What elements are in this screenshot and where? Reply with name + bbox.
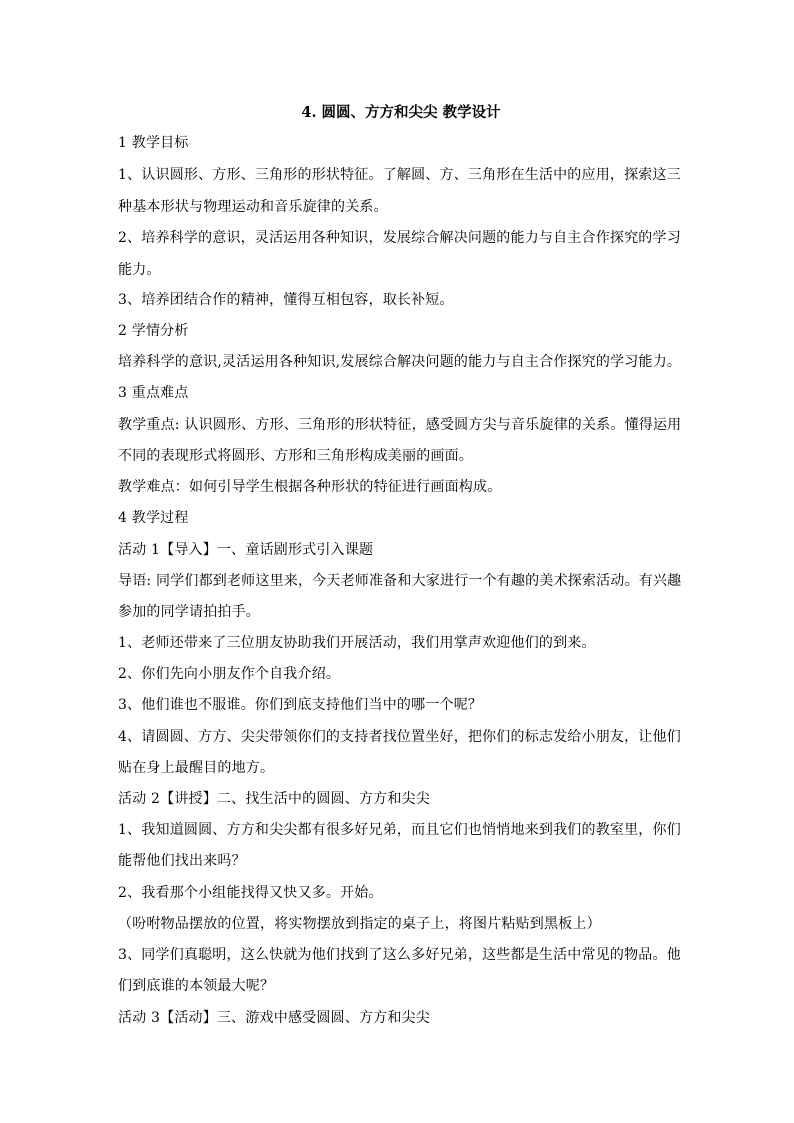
paragraph-line: 参加的同学请拍拍手。 — [118, 604, 260, 620]
section-heading-teaching-goals: 1 教学目标 — [118, 135, 189, 151]
activity-heading: 活动 1【导入】一、童话剧形式引入课题 — [118, 542, 374, 558]
activity-heading: 活动 2【讲授】二、找生活中的圆圆、方方和尖尖 — [118, 791, 430, 807]
paragraph-line: 1、我知道圆圆、方方和尖尖都有很多好兄弟，而且它们也悄悄地来到我们的教室里，你们 — [118, 822, 681, 838]
section-heading-student-analysis: 2 学情分析 — [118, 323, 189, 339]
paragraph-line: 2、我看那个小组能找得又快又多。开始。 — [118, 885, 383, 901]
paragraph-line: 3、培养团结合作的精神，懂得互相包容，取长补短。 — [118, 292, 454, 308]
paragraph-line: 种基本形状与物理运动和音乐旋律的关系。 — [118, 199, 388, 215]
paragraph-line: 培养科学的意识,灵活运用各种知识,发展综合解决问题的能力与自主合作探究的学习能力。 — [118, 354, 682, 370]
paragraph-line: 4、请圆圆、方方、尖尖带领你们的支持者找位置坐好，把你们的标志发给小朋友，让他们 — [118, 729, 681, 745]
section-heading-key-points: 3 重点难点 — [118, 385, 189, 401]
paragraph-line: 能力。 — [118, 262, 161, 278]
paragraph-line: 能帮他们找出来吗？ — [118, 853, 246, 869]
paragraph-line: 导语: 同学们都到老师这里来，今天老师准备和大家进行一个有趣的美术探索活动。有兴趣 — [118, 573, 682, 589]
section-heading-teaching-process: 4 教学过程 — [118, 510, 189, 526]
paragraph-line: 1、老师还带来了三位朋友协助我们开展活动，我们用掌声欢迎他们的到来。 — [118, 635, 596, 651]
paragraph-line: 教学重点: 认识圆形、方形、三角形的形状特征，感受圆方尖与音乐旋律的关系。懂得运用 — [118, 417, 682, 433]
paragraph-line: 贴在身上最醒目的地方。 — [118, 760, 275, 776]
paragraph-line: （吩咐物品摆放的位置，将实物摆放到指定的桌子上，将图片粘贴到黑板上） — [118, 916, 601, 932]
paragraph-line: 3、他们谁也不服谁。你们到底支持他们当中的哪一个呢？ — [118, 697, 483, 713]
document-title: 4. 圆圆、方方和尖尖 教学设计 — [301, 104, 501, 121]
paragraph-line: 2、培养科学的意识，灵活运用各种知识，发展综合解决问题的能力与自主合作探究的学习 — [118, 230, 681, 246]
paragraph-line: 教学难点：如何引导学生根据各种形状的特征进行画面构成。 — [118, 479, 502, 495]
activity-heading: 活动 3【活动】三、游戏中感受圆圆、方方和尖尖 — [118, 1010, 430, 1026]
paragraph-line: 1、认识圆形、方形、三角形的形状特征。了解圆、方、三角形在生活中的应用，探索这三 — [118, 167, 681, 183]
paragraph-line: 3、同学们真聪明，这么快就为他们找到了这么多好兄弟，这些都是生活中常见的物品。他 — [118, 947, 681, 963]
paragraph-line: 2、你们先向小朋友作个自我介绍。 — [118, 666, 341, 682]
paragraph-line: 们到底谁的本领最大呢？ — [118, 978, 275, 994]
paragraph-line: 不同的表现形式将圆形、方形和三角形构成美丽的画面。 — [118, 448, 473, 464]
